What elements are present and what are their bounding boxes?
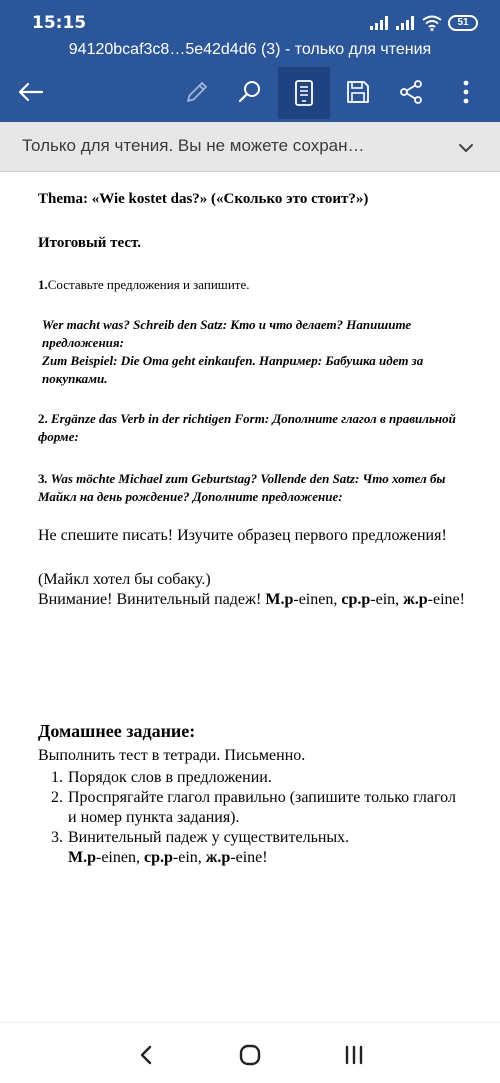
- back-arrow-icon: [16, 80, 44, 104]
- search-icon: [237, 79, 263, 105]
- masculine-label: М.р: [265, 591, 294, 608]
- back-button[interactable]: [8, 70, 52, 114]
- task-1-number: 1.: [38, 277, 48, 292]
- banner-text: Только для чтения. Вы не можете сохран…: [22, 136, 365, 155]
- task-2: [38, 410, 468, 446]
- neuter-ending: -ein,: [370, 591, 404, 608]
- document-title: 94120bcaf3c8…5e42d4d6 (3) - только для чтения: [68, 41, 432, 58]
- nav-home-button[interactable]: [230, 1035, 270, 1075]
- feminine-ending: -eine!: [427, 591, 465, 608]
- task-3-number: 3: [38, 471, 45, 486]
- final-test-heading: Итоговый тест.: [38, 235, 141, 251]
- list-number: 3.: [51, 829, 63, 846]
- task-1: [38, 276, 468, 294]
- status-time: 15:15: [32, 13, 87, 33]
- share-button[interactable]: [389, 70, 433, 114]
- app-bar: [0, 0, 500, 122]
- task-1-example: Zum Beispiel: Die Oma geht einkaufen. Например: Бабушка идет за покупками.: [42, 353, 424, 386]
- list-number: 2.: [51, 789, 63, 806]
- list-text: Проспрягайте глагол правильно (запишите только глагол и номер пункта задания).: [68, 789, 456, 826]
- masculine-ending: -einen,: [96, 849, 144, 866]
- masculine-label: М.р: [68, 849, 96, 866]
- note-accusative: [38, 590, 468, 610]
- homework-intro: Выполнить тест в тетради. Письменно.: [38, 747, 306, 764]
- signal-icon: [370, 16, 390, 30]
- list-item: [38, 788, 468, 828]
- save-icon: [345, 79, 371, 105]
- neuter-ending: -ein,: [172, 849, 206, 866]
- task-2-number: 2.: [38, 411, 48, 426]
- homework-heading: Домашнее задание:: [38, 721, 196, 741]
- nav-recents-icon: [343, 1044, 365, 1066]
- neuter-label: ср.р: [341, 591, 371, 608]
- homework-list: [38, 768, 468, 868]
- system-nav-bar: [0, 1022, 500, 1083]
- banner-expand-button[interactable]: [454, 136, 478, 160]
- feminine-label: ж.р: [403, 591, 428, 608]
- list-text-main: Винительный падеж у существительных.: [68, 829, 350, 846]
- nav-home-icon: [239, 1044, 261, 1066]
- share-icon: [398, 79, 424, 105]
- more-options-button[interactable]: [444, 70, 488, 114]
- task-2-text: Ergänze das Verb in der richtigen Form: Дополните глагол в правильной форме:: [38, 411, 456, 444]
- more-vert-icon: [462, 79, 470, 105]
- chevron-down-icon: [458, 143, 474, 153]
- pencil-icon: [184, 79, 210, 105]
- nav-recents-button[interactable]: [334, 1035, 374, 1075]
- signal-icon-2: [396, 16, 416, 30]
- note-accusative-prefix: Внимание! Винительный падеж!: [38, 591, 266, 608]
- theme-heading: Thema: «Wie kostet das?» («Сколько это стоит?»): [38, 191, 369, 207]
- masculine-ending: -einen,: [293, 591, 342, 608]
- wifi-icon: [422, 15, 442, 31]
- nav-back-icon: [138, 1044, 154, 1066]
- battery-icon: 51: [448, 15, 478, 31]
- read-only-banner[interactable]: [0, 122, 500, 172]
- feminine-ending: -eine!: [230, 849, 268, 866]
- feminine-label: ж.р: [205, 849, 231, 866]
- list-number: 1.: [51, 769, 63, 786]
- search-button[interactable]: [228, 70, 272, 114]
- task-3: [38, 470, 468, 506]
- neuter-label: ср.р: [143, 849, 173, 866]
- mobile-view-button[interactable]: [278, 67, 330, 119]
- document-page[interactable]: [0, 172, 500, 1022]
- mobile-view-icon: [293, 79, 315, 107]
- status-icons: [370, 14, 478, 32]
- task-1-instruction: Wer macht was? Schreib den Satz: Кто и что делает? Напишите предложения:: [42, 317, 412, 350]
- task-1-text: Составьте предложения и запишите.: [47, 277, 250, 292]
- list-item: [38, 828, 468, 868]
- list-text: [68, 828, 468, 868]
- nav-back-button[interactable]: [126, 1035, 166, 1075]
- edit-button[interactable]: [175, 70, 219, 114]
- note-dont-hurry: Не спешите писать! Изучите образец первого предложения!: [38, 527, 447, 544]
- task-3-text: . Was möchte Michael zum Geburtstag? Vollende den Satz: Что хотел бы Майкл на день рождение? Дополните предложение:: [38, 471, 446, 504]
- note-example: (Майкл хотел бы собаку.): [38, 571, 211, 588]
- list-text: Порядок слов в предложении.: [68, 769, 272, 786]
- save-button[interactable]: [336, 70, 380, 114]
- list-item: [38, 768, 468, 788]
